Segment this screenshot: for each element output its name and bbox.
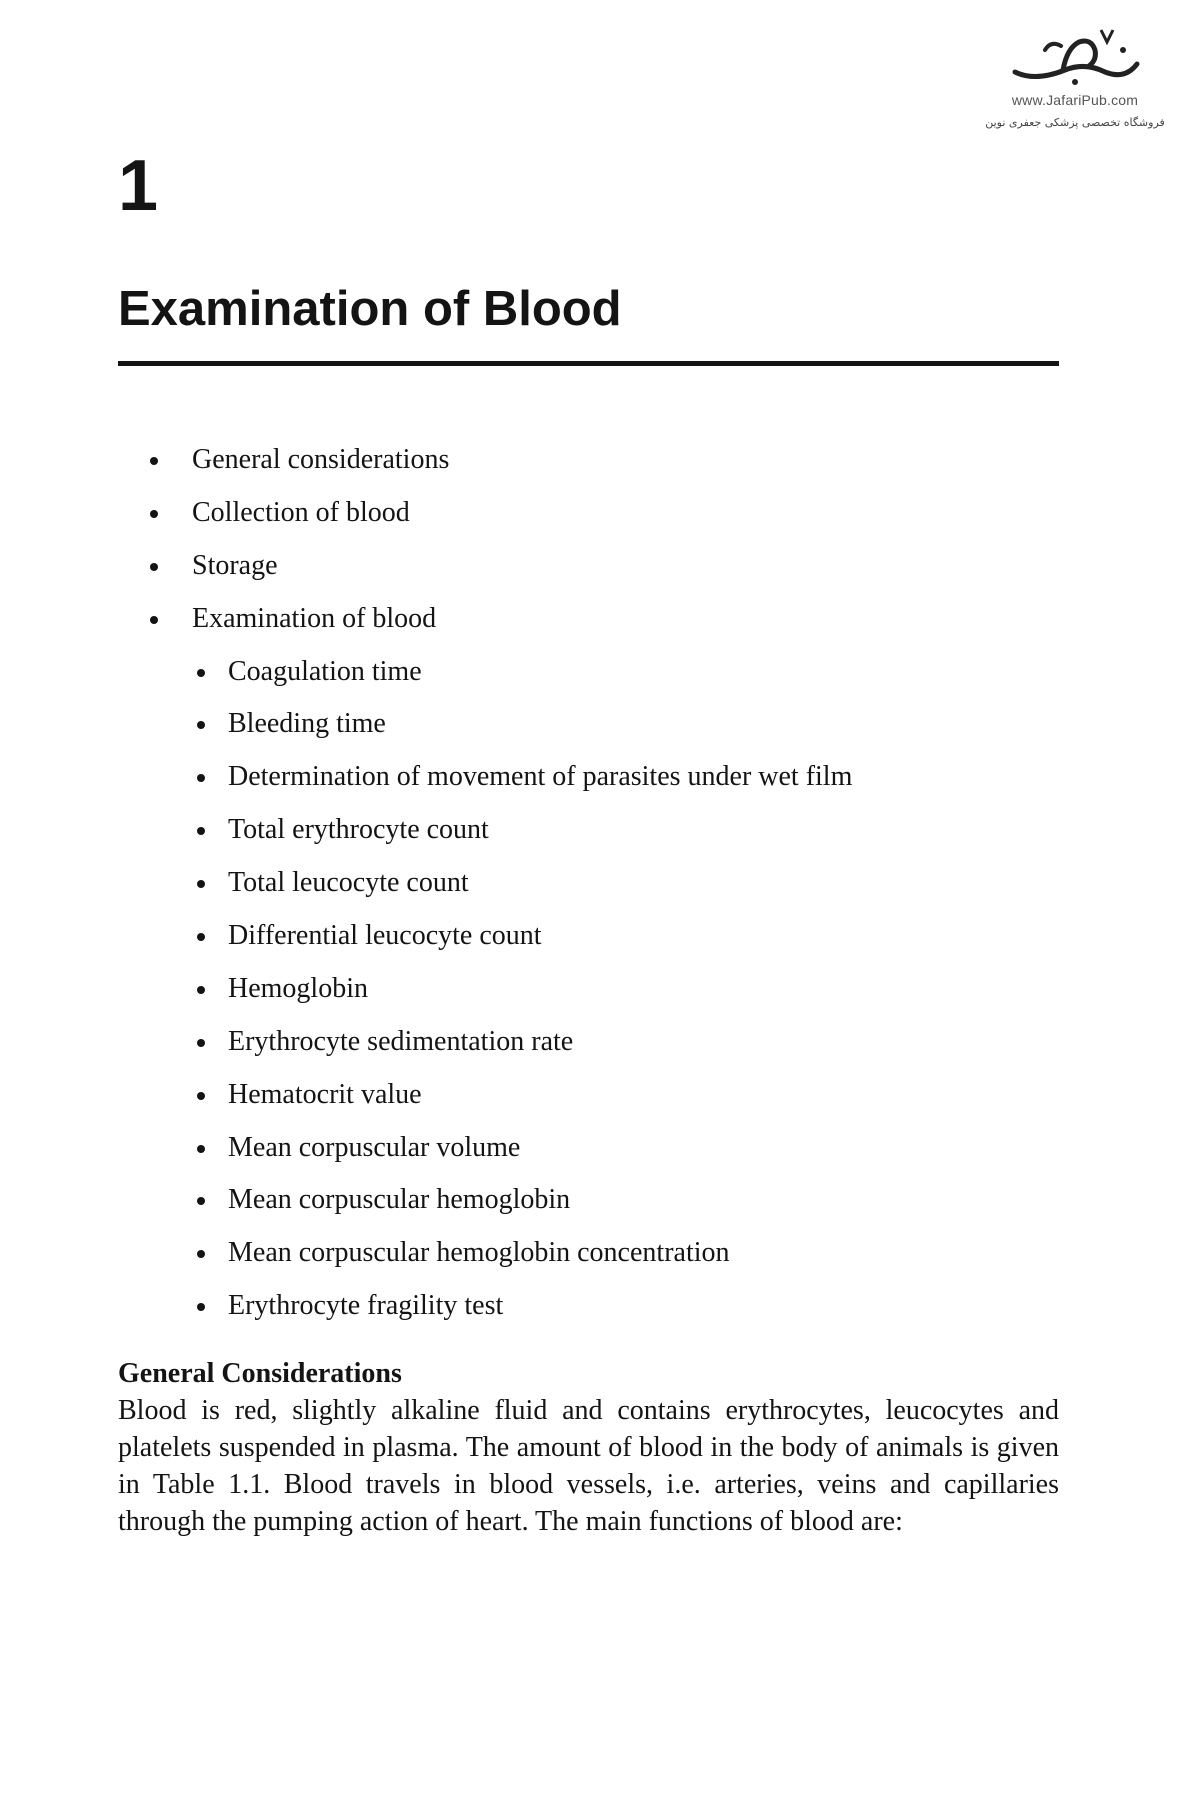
logo-tagline: فروشگاه تخصصی پزشکی جعفری نوین: [985, 116, 1165, 129]
outline-item: [0, 863, 1197, 916]
outline-item: [0, 440, 1197, 493]
bullet-icon: [150, 616, 158, 624]
outline-item-text: Mean corpuscular volume: [228, 1131, 521, 1163]
outline-item-text: Mean corpuscular hemoglobin: [228, 1184, 571, 1216]
title-divider: [118, 361, 1059, 366]
calligraphy-logo-icon: [1005, 20, 1145, 90]
outline-item: [0, 1128, 1197, 1181]
bullet-icon: [197, 827, 205, 835]
bullet-icon: [150, 457, 158, 465]
outline-item: [0, 1286, 1197, 1339]
bullet-icon: [197, 1145, 205, 1153]
outline-item: [0, 704, 1197, 757]
outline-item: [0, 810, 1197, 863]
outline-item-text: Differential leucocyte count: [228, 920, 542, 952]
bullet-icon: [197, 880, 205, 888]
bullet-icon: [197, 1250, 205, 1258]
outline-item: [0, 969, 1197, 1022]
bullet-icon: [197, 721, 205, 729]
bullet-icon: [197, 1092, 205, 1100]
bullet-icon: [197, 669, 205, 677]
section-body: Blood is red, slightly alkaline fluid and contains erythrocytes, leucocytes and platelets suspended in plasma. The amount of blood in the body of animals is given in Table 1.1. Blood travels in blood vessels, i.e. arteries, veins and capillaries through the pumping action of heart. The main functions of blood are:: [118, 1395, 1059, 1537]
outline-item-text: Mean corpuscular hemoglobin concentration: [228, 1237, 730, 1269]
outline-item-text: Coagulation time: [228, 655, 422, 687]
outline-item: [0, 757, 1197, 810]
outline-item-text: Bleeding time: [228, 708, 386, 740]
outline-item-text: Total leucocyte count: [228, 867, 469, 899]
publisher-logo: [975, 20, 1175, 135]
outline-item-text: Erythrocyte sedimentation rate: [228, 1025, 574, 1057]
bullet-icon: [197, 933, 205, 941]
outline-item-text: Storage: [192, 549, 278, 581]
outline-item: [0, 599, 1197, 652]
outline-item: [0, 493, 1197, 546]
outline-item: [0, 546, 1197, 599]
chapter-number: 1: [118, 146, 159, 226]
logo-url: www.JafariPub.com: [1011, 92, 1139, 108]
bullet-icon: [150, 510, 158, 518]
outline-item-text: Collection of blood: [192, 496, 410, 528]
section-heading: General Considerations: [118, 1358, 402, 1389]
outline-item-text: Erythrocyte fragility test: [228, 1290, 504, 1322]
bullet-icon: [197, 1197, 205, 1205]
bullet-icon: [197, 1039, 205, 1047]
outline-item: [0, 1180, 1197, 1233]
chapter-title: Examination of Blood: [118, 282, 622, 336]
outline-item-text: Determination of movement of parasites under wet film: [228, 761, 853, 793]
outline-item-text: General considerations: [192, 444, 450, 475]
outline-item: [0, 652, 1197, 705]
outline-item: [0, 916, 1197, 969]
chapter-outline: [0, 440, 1197, 1339]
outline-item-text: Examination of blood: [192, 602, 437, 634]
bullet-icon: [197, 986, 205, 994]
outline-item: [0, 1075, 1197, 1128]
outline-item-text: Hemoglobin: [228, 972, 368, 1004]
outline-item-text: Total erythrocyte count: [228, 814, 489, 846]
bullet-icon: [197, 774, 205, 782]
bullet-icon: [150, 563, 158, 571]
outline-item: [0, 1022, 1197, 1075]
bullet-icon: [197, 1303, 205, 1311]
outline-item-text: Hematocrit value: [228, 1078, 422, 1110]
outline-item: [0, 1233, 1197, 1286]
